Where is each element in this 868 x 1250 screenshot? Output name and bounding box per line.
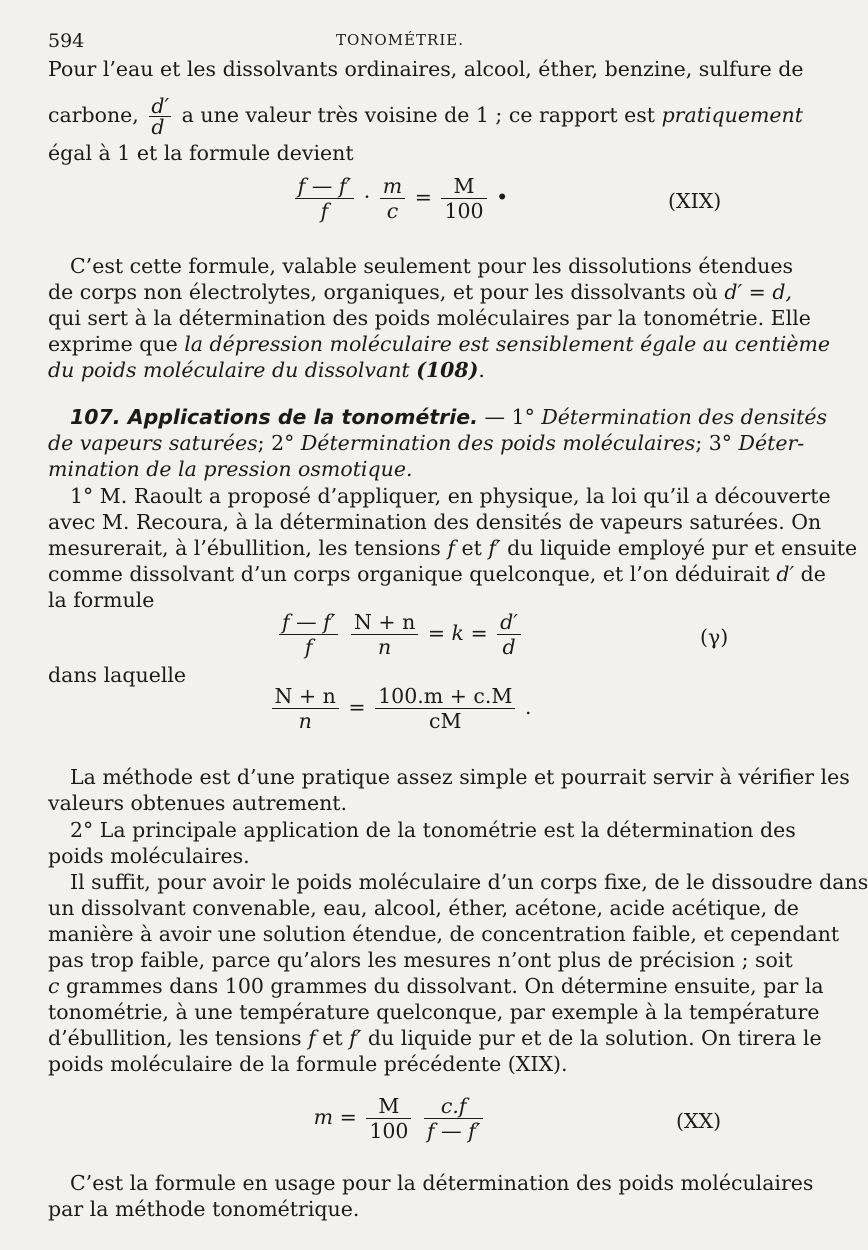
para2-line3: qui sert à la détermination des poids moléculaires par la tonométrie. Elle — [48, 306, 811, 330]
text: — 1° — [484, 405, 542, 429]
para5-line3: manière à avoir une solution étendue, de concentration faible, et cependant — [48, 922, 840, 946]
equation-n-plus-n — [0, 684, 800, 733]
frac-num: d′ — [500, 610, 518, 634]
text-italic: du poids moléculaire du dissolvant — [48, 358, 410, 382]
page-number: 594 — [48, 30, 85, 52]
para5-line8: poids moléculaire de la formule précédente (XIX). — [48, 1052, 568, 1076]
frac-num: N + n — [274, 684, 336, 708]
para4-line2: valeurs obtenues autrement. — [48, 791, 348, 815]
text-italic: d′ — [776, 562, 795, 586]
para1-line2 — [48, 94, 803, 139]
frac-den: 100 — [441, 198, 486, 223]
operator: • — [496, 185, 509, 209]
para5-line6: tonométrie, à une température quelconque, par exemple à la température — [48, 1000, 820, 1024]
para5-line2: un dissolvant convenable, eau, alcool, éther, acétone, acide acétique, de — [48, 896, 799, 920]
text-italic: f — [308, 1026, 316, 1050]
equation-gamma — [0, 610, 800, 659]
para6-line1: C’est la formule en usage pour la détermination des poids moléculaires — [70, 1171, 814, 1195]
para3-line5: la formule — [48, 588, 155, 612]
frac-num: M — [453, 174, 475, 198]
para4-line3: 2° La principale application de la tonométrie est la détermination des — [70, 818, 796, 842]
fraction — [351, 610, 418, 659]
frac-den: d — [497, 634, 521, 659]
section-107-line1 — [70, 404, 828, 430]
text: de — [800, 562, 826, 586]
dans-laquelle: dans laquelle — [48, 663, 187, 687]
text-italic: f′ — [488, 536, 501, 560]
text: comme dissolvant d’un corps organique quelconque, et l’on déduirait — [48, 562, 770, 586]
text: ; 2° — [257, 431, 301, 455]
para5-line1: Il suffit, pour avoir le poids moléculaire d’un corps fixe, de le dissoudre dans — [70, 870, 868, 894]
text: . — [478, 358, 485, 382]
frac-num: m — [382, 174, 403, 198]
text-italic: pratiquement — [661, 103, 803, 127]
equation-label-gamma: (γ) — [700, 625, 729, 649]
para1-line3: égal à 1 et la formule devient — [48, 141, 354, 165]
operator: = — [414, 185, 432, 209]
frac-den: cM — [375, 708, 515, 733]
reference: (108) — [416, 358, 479, 382]
running-head: TONOMÉTRIE. — [336, 31, 464, 49]
fraction — [295, 174, 354, 223]
para5-line4: pas trop faible, parce qu’alors les mesures n’ont plus de précision ; soit — [48, 948, 793, 972]
section-heading: 107. Applications de la tonométrie. — [70, 405, 478, 429]
para6-line2: par la méthode tonométrique. — [48, 1197, 360, 1221]
text: a une valeur très voisine de 1 ; ce rapport est — [181, 103, 656, 127]
text: exprime que — [48, 332, 178, 356]
operator: = — [348, 695, 366, 719]
fraction — [272, 684, 339, 733]
text: du liquide pur et de la solution. On tirera le — [367, 1026, 822, 1050]
frac-num: f — f′ — [297, 174, 352, 198]
frac-den: f — [295, 198, 354, 223]
equation-label-xix: (XIX) — [668, 189, 722, 213]
text-italic: la dépression moléculaire est sensiblement égale au centième — [184, 332, 831, 356]
frac-num: M — [378, 1094, 400, 1118]
operator: . — [524, 695, 532, 719]
operator: m = — [313, 1105, 357, 1129]
para4-line1: La méthode est d’une pratique assez simple et pourrait servir à vérifier les — [70, 765, 850, 789]
para2-line4 — [48, 331, 831, 357]
frac-den: d — [149, 116, 171, 137]
para2-line2 — [48, 279, 793, 305]
frac-den: n — [272, 708, 339, 733]
para3-line1: 1° M. Raoult a proposé d’appliquer, en physique, la loi qu’il a découverte — [70, 484, 831, 508]
operator: = k = — [427, 621, 488, 645]
text-italic: de vapeurs saturées — [48, 431, 258, 455]
fraction — [366, 1094, 411, 1143]
fraction — [497, 610, 521, 659]
frac-num: 100.m + c.M — [378, 684, 513, 708]
para5-line5 — [48, 973, 824, 999]
text-italic: f — [447, 536, 455, 560]
text-italic: Détermination des poids moléculaires — [300, 431, 696, 455]
text-italic: Détermination des densités — [541, 405, 828, 429]
para5-line7 — [48, 1025, 822, 1051]
equation-label-xx: (XX) — [676, 1109, 722, 1133]
frac-den: n — [351, 634, 418, 659]
text: de corps non électrolytes, organiques, et pour les dissolvants où — [48, 280, 718, 304]
fraction — [424, 1094, 483, 1143]
operator: · — [363, 185, 371, 209]
frac-den: f — [279, 634, 338, 659]
text: ; 3° — [695, 431, 739, 455]
text: et — [461, 536, 482, 560]
para1-line1: Pour l’eau et les dissolvants ordinaires, alcool, éther, benzine, sulfure de — [48, 57, 804, 81]
fraction — [380, 174, 405, 223]
frac-num: d′ — [151, 94, 170, 118]
section-107-line2 — [48, 430, 805, 456]
text: et — [322, 1026, 343, 1050]
frac-den: 100 — [366, 1118, 411, 1143]
text-italic: Déter- — [738, 431, 805, 455]
para2-line5 — [48, 357, 746, 383]
text-italic: f′ — [349, 1026, 362, 1050]
frac-num: N + n — [353, 610, 416, 634]
text-italic: d′ = d, — [724, 280, 793, 304]
text: mesurerait, à l’ébullition, les tensions — [48, 536, 441, 560]
text: d’ébullition, les tensions — [48, 1026, 302, 1050]
fraction — [375, 684, 515, 733]
para4-line4: poids moléculaires. — [48, 844, 250, 868]
para3-line4 — [48, 561, 826, 587]
frac-den: f — f′ — [424, 1118, 483, 1143]
para2-line1: C’est cette formule, valable seulement pour les dissolutions étendues — [70, 254, 794, 278]
para3-line2: avec M. Recoura, à la détermination des densités de vapeurs saturées. On — [48, 510, 822, 534]
frac-num: f — f′ — [282, 610, 336, 634]
fraction — [441, 174, 486, 223]
text: grammes dans 100 grammes du dissolvant. On détermine ensuite, par la — [66, 974, 824, 998]
section-107-line3: mination de la pression osmotique. — [48, 457, 413, 481]
fraction — [279, 610, 338, 659]
para3-line3 — [48, 535, 858, 561]
frac-den: c — [380, 198, 405, 223]
text: du liquide employé pur et ensuite — [507, 536, 858, 560]
frac-num: c.f — [440, 1094, 467, 1118]
ratio-d-prime-over-d — [149, 96, 171, 137]
text: carbone, — [48, 103, 139, 127]
text-italic: c — [48, 974, 60, 998]
